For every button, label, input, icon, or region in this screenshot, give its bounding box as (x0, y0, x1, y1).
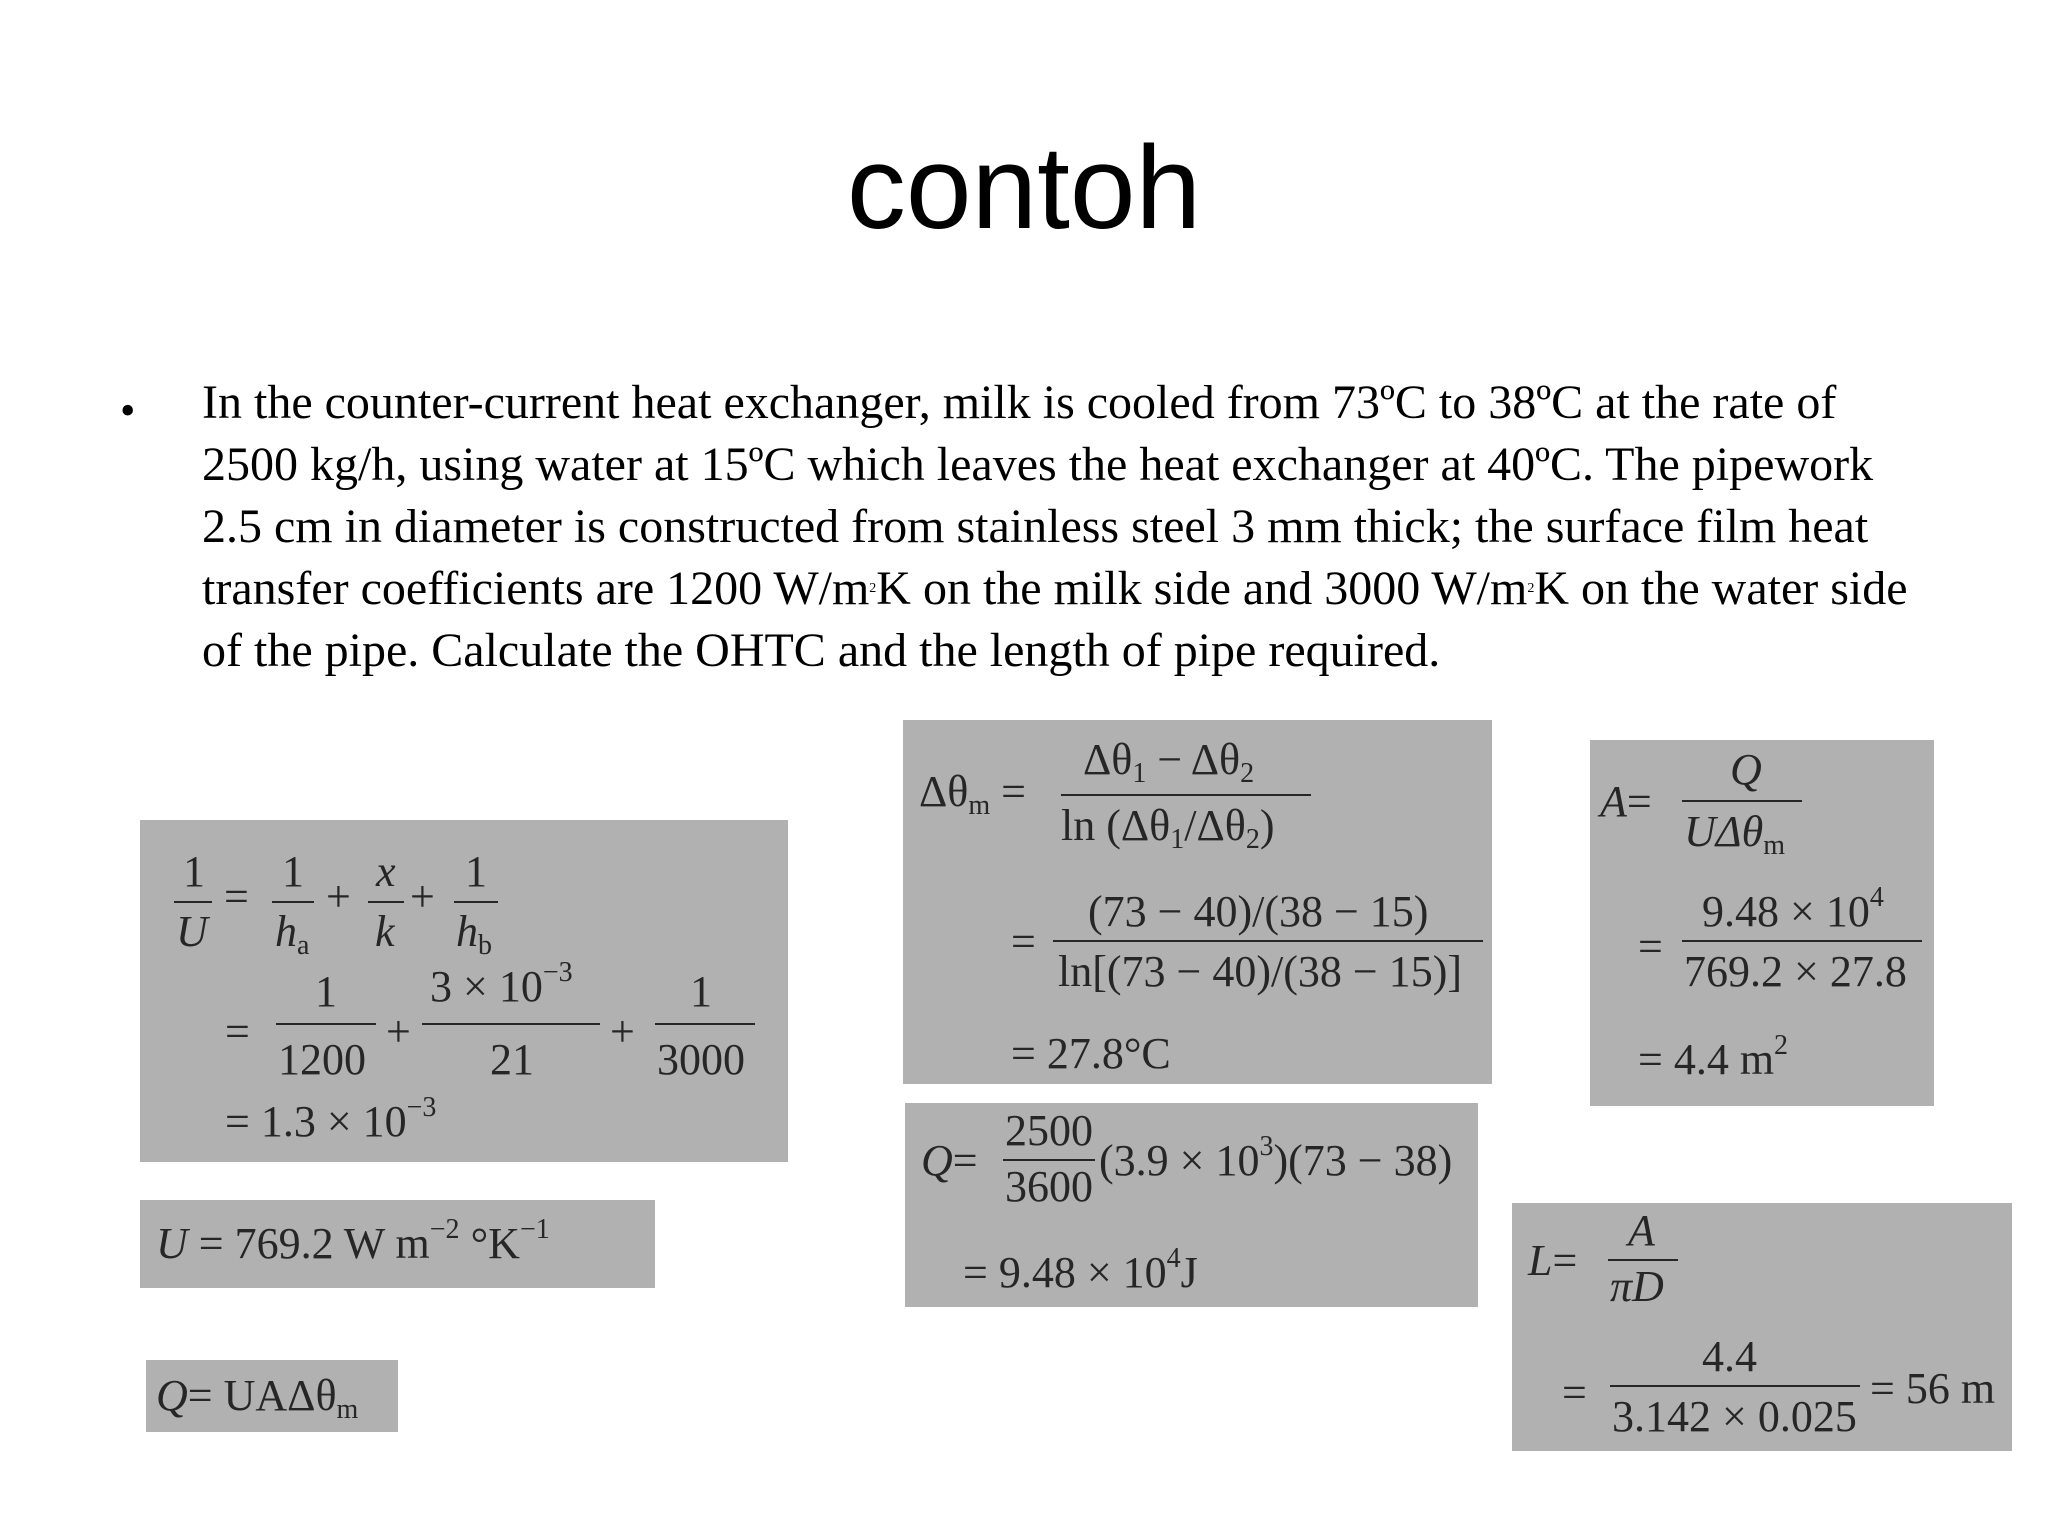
q-definition-text: Q= UAΔθ$_m$ (156, 1371, 359, 1425)
length-result: = 56 m (1870, 1364, 1996, 1413)
area-result: = 4.4 $m^2$ (1638, 1030, 1789, 1084)
numerator-one: 1 (282, 847, 304, 896)
denominator-1200: 1200 (278, 1035, 366, 1084)
equals-sign: = (1011, 917, 1036, 966)
area-numerator-values: $9.48 \times 10^4$ (1702, 882, 1884, 936)
problem-text-part-1: In the counter-current heat exchanger, milk is cooled from 73ºC to 38ºC at the rate of 2500 kg/h, using water at 15ºC which leaves the heat exchanger at 40ºC. The pipework 2.5 cm in diameter is constructed from stainless steel 3 mm thick; the surface film heat transfer coefficients are 1200 W/m (202, 376, 1874, 615)
numerator-one: 1 (690, 967, 712, 1016)
length-lhs: L= (1528, 1236, 1578, 1285)
q-definition-formula-image (146, 1360, 398, 1432)
ohtc-result: = $1.3 \times 10^{-3}$ (225, 1092, 437, 1146)
length-formula-image (1512, 1203, 2012, 1451)
denominator-hb: $h_b$ (456, 907, 492, 961)
lmtd-formula-image (903, 720, 1492, 1084)
lmtd-denominator: $\ln (\Delta\theta_1/\Delta\theta_2)$ (1061, 801, 1275, 855)
plus-sign: + (610, 1007, 635, 1056)
superscript: 2 (869, 581, 877, 596)
area-numerator: Q (1730, 745, 1762, 794)
denominator-k: k (375, 907, 395, 956)
plus-sign: + (326, 872, 351, 921)
q-lhs: Q= (921, 1136, 978, 1185)
heat-load-formula-image (905, 1103, 1478, 1307)
q-numerator: 2500 (1005, 1106, 1093, 1155)
plus-sign: + (410, 872, 435, 921)
length-denominator: πD (1610, 1262, 1664, 1311)
length-numerator: A (1628, 1206, 1655, 1255)
area-lhs: A= (1600, 777, 1652, 826)
problem-statement (202, 372, 1942, 682)
area-denominator: UΔθ$_m$ (1684, 807, 1785, 861)
area-denominator-values: 769.2 × 27.8 (1684, 947, 1907, 996)
q-factors: $(3.9 \times 10^3)(73 - 38)$ (1099, 1131, 1453, 1185)
plus-sign: + (386, 1007, 411, 1056)
q-result: = $9.48 \times 10^4J$ (963, 1243, 1198, 1297)
denominator-21: 21 (490, 1035, 534, 1084)
problem-text-part-3: K on the water side of the pipe. Calculate the OHTC and the length of pipe required. (202, 562, 1908, 677)
bullet-marker: • (120, 386, 136, 435)
lmtd-lhs: $\Delta\theta_m$ = (919, 767, 1026, 821)
length-numerator-values: 4.4 (1702, 1332, 1757, 1381)
q-denominator: 3600 (1005, 1162, 1093, 1211)
equals-sign: = (224, 872, 249, 921)
u-result-formula-image (140, 1200, 655, 1288)
lmtd-result: = 27.8°C (1011, 1029, 1171, 1078)
equals-sign: = (1638, 922, 1663, 971)
numerator-one: 1 (465, 847, 487, 896)
denominator-ha: $h_a$ (275, 907, 310, 961)
equals-sign: = (225, 1007, 250, 1056)
ohtc-formula-image (140, 820, 788, 1162)
u-result-text: U = 769.2 W $m^{-2}$ $^\circ K^{-1}$ (156, 1214, 550, 1268)
area-formula-image (1590, 740, 1934, 1106)
equals-sign: = (1562, 1368, 1587, 1417)
numerator-x: x (376, 847, 396, 896)
slide-title: contoh (846, 122, 1202, 254)
denominator-u: U (176, 907, 208, 956)
denominator-3000: 3000 (657, 1035, 745, 1084)
length-denominator-values: 3.142 × 0.025 (1612, 1392, 1857, 1441)
lmtd-denominator-values: ln[(73 − 40)/(38 − 15)] (1058, 947, 1462, 996)
lmtd-numerator: $\Delta\theta_1 - \Delta\theta_2$ (1083, 735, 1255, 789)
numerator-one: 1 (315, 967, 337, 1016)
numerator-one: 1 (183, 847, 205, 896)
lmtd-numerator-values: (73 − 40)/(38 − 15) (1088, 887, 1429, 936)
problem-text-part-2: K on the milk side and 3000 W/m (876, 562, 1528, 615)
numerator-3e-3: $3 \times 10^{-3}$ (430, 957, 573, 1011)
superscript: 2 (1527, 581, 1535, 596)
